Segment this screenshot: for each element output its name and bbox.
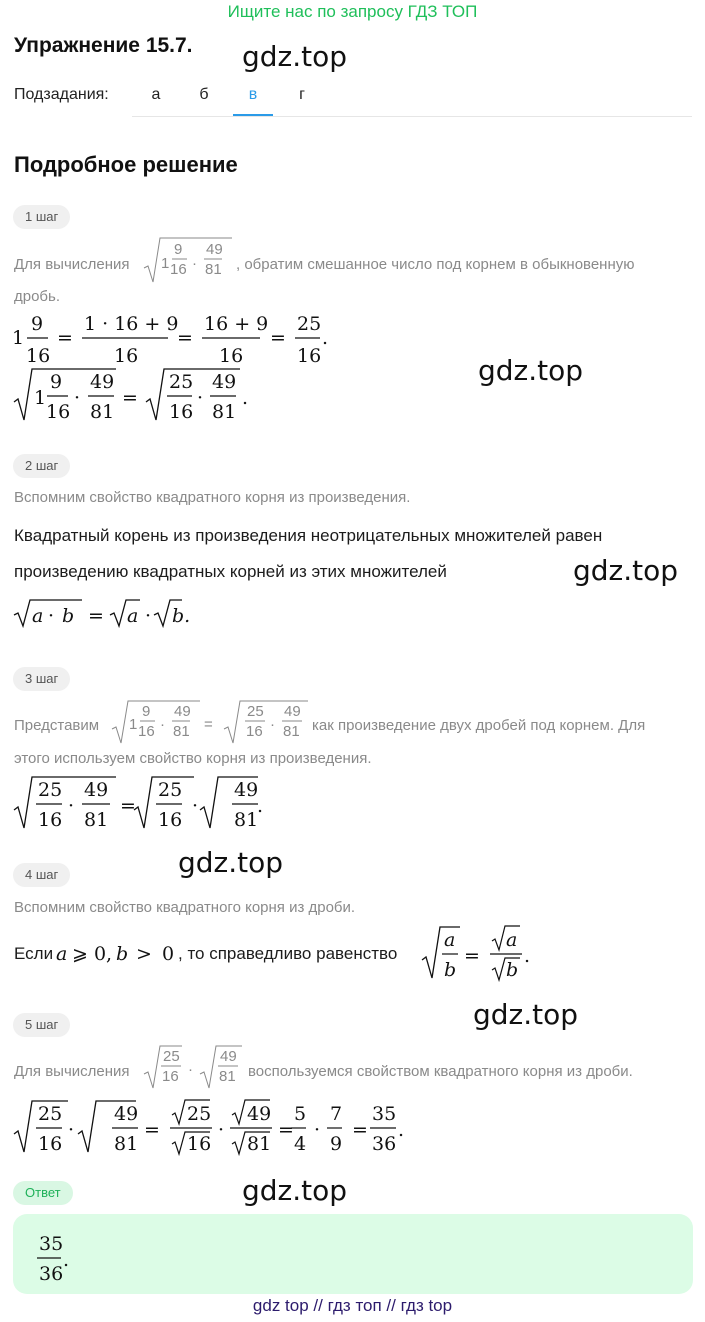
svg-text:.: . [257,795,264,817]
svg-text:=: = [352,1119,368,1141]
step-1-inline-root [142,236,234,286]
svg-text:9: 9 [142,703,151,720]
watermark: gdz.top [573,554,679,587]
svg-text:1: 1 [12,327,25,349]
svg-text:a: a [444,929,456,951]
svg-text:36: 36 [372,1133,397,1155]
svg-text:·: · [270,716,275,733]
svg-text:a: a [506,929,518,951]
svg-text:b: b [62,605,75,627]
answer-label: Ответ [13,1181,73,1205]
step-5-text-after: воспользуемся свойством квадратного корня из дроби. [248,1063,633,1080]
svg-text:=: = [88,605,104,627]
svg-text:=: = [120,795,136,817]
svg-text:81: 81 [283,723,300,740]
svg-text:81: 81 [90,401,115,423]
step-4-label: 4 шаг [13,863,70,887]
answer-box [13,1214,693,1294]
svg-text:·: · [160,716,165,733]
svg-text:>: > [136,943,152,965]
svg-text:1: 1 [34,387,47,409]
svg-text:9: 9 [330,1133,343,1155]
svg-text:81: 81 [205,261,222,278]
svg-text:a: a [127,605,139,627]
svg-text:16: 16 [170,261,187,278]
step-3-label: 3 шаг [13,667,70,691]
watermark: gdz.top [242,1174,348,1207]
step-1-text-line2: дробь. [14,288,61,305]
svg-text:16 + 9: 16 + 9 [204,313,269,335]
svg-text:.: . [242,387,249,409]
svg-text:·: · [48,605,55,627]
svg-text:35: 35 [372,1103,397,1125]
svg-text:b: b [506,959,519,981]
step-5-text: Для вычисления [14,1063,130,1080]
watermark: gdz.top [178,846,284,879]
subtasks-label: Подзадания: [14,86,109,103]
svg-text:49: 49 [84,779,109,801]
step-4-rule-after: , то справедливо равенство [178,944,398,963]
svg-text:81: 81 [114,1133,139,1155]
svg-text:25: 25 [169,371,194,393]
step-4-text: Вспомним свойство квадратного корня из дроби. [14,899,356,916]
svg-text:16: 16 [26,345,51,367]
svg-text:25: 25 [247,703,264,720]
tab-b[interactable]: б [199,86,209,103]
svg-text:0: 0 [162,943,175,965]
svg-text:·: · [197,387,204,409]
svg-text:81: 81 [234,809,259,831]
svg-text:=: = [278,1119,294,1141]
svg-text:1: 1 [129,716,138,733]
step-4-condition [56,940,186,968]
page-title: Упражнение 15.7. [14,34,193,57]
svg-text:49: 49 [174,703,191,720]
svg-text:a: a [56,943,68,965]
svg-text:.: . [524,945,531,967]
svg-text:=: = [122,387,138,409]
watermark: gdz.top [473,998,579,1031]
svg-text:49: 49 [114,1103,139,1125]
step-4-rule-before: Если [14,944,54,963]
step-2-rule-line1: Квадратный корень из произведения неотрицательных множителей равен [14,526,603,545]
top-banner: Ищите нас по запросу ГДЗ ТОП [227,2,478,21]
svg-text:9: 9 [31,313,44,335]
svg-text:.: . [398,1119,405,1141]
svg-text:·: · [192,795,199,817]
svg-text:25: 25 [187,1103,212,1125]
svg-text:·: · [68,1119,75,1141]
step-2-label: 2 шаг [13,454,70,478]
svg-text:=: = [144,1119,160,1141]
svg-text:b: b [116,943,129,965]
step-5-formula [12,1098,412,1158]
svg-text:5: 5 [294,1103,307,1125]
tab-g[interactable]: г [299,86,305,103]
step-5-inline-formula [142,1044,246,1094]
watermark: gdz.top [242,40,348,73]
tab-a[interactable]: а [151,86,161,103]
svg-text:·: · [188,1061,193,1078]
step-1-text-after: , обратим смешанное число под корнем в обыкновенную [236,256,635,273]
svg-text:⩾ 0,: ⩾ 0, [72,943,113,965]
step-3-text: Представим [14,717,100,734]
answer-denominator: 36 [39,1263,64,1285]
svg-text:16: 16 [162,1068,179,1085]
step-1-label: 1 шаг [13,205,70,229]
svg-text:1 · 16 + 9: 1 · 16 + 9 [84,313,179,335]
svg-text:81: 81 [212,401,237,423]
svg-text:16: 16 [114,345,139,367]
svg-text:16: 16 [187,1133,212,1155]
svg-text:16: 16 [297,345,322,367]
svg-text:25: 25 [38,779,63,801]
svg-text:=: = [57,327,73,349]
svg-text:·: · [192,255,197,272]
svg-text:49: 49 [90,371,115,393]
svg-text:·: · [314,1119,321,1141]
step-1-formula-mixed [12,308,342,367]
svg-text:25: 25 [297,313,322,335]
svg-text:25: 25 [158,779,183,801]
svg-text:·: · [218,1119,225,1141]
svg-text:·: · [68,795,75,817]
svg-text:81: 81 [219,1068,236,1085]
svg-text:16: 16 [169,401,194,423]
watermark: gdz.top [478,354,584,387]
answer-fraction [37,1230,87,1290]
svg-text:81: 81 [84,809,109,831]
svg-text:49: 49 [212,371,237,393]
section-title: Подробное решение [14,152,238,177]
footer-links[interactable]: gdz top // гдз топ // гдз top [252,1296,453,1315]
step-2-rule-line2: произведению квадратных корней из этих множителей [14,562,447,581]
svg-text:16: 16 [38,809,63,831]
svg-text:.: . [63,1249,70,1271]
step-4-formula [420,924,530,984]
svg-text:=: = [177,327,193,349]
step-1-formula-root [12,366,252,426]
svg-text:49: 49 [206,241,223,258]
answer-numerator: 35 [39,1233,64,1255]
svg-text:49: 49 [284,703,301,720]
step-3-text-line2: этого используем свойство корня из произведения. [14,750,372,767]
step-1-text: Для вычисления [14,256,130,273]
svg-text:9: 9 [174,241,183,258]
svg-text:25: 25 [163,1048,180,1065]
svg-text:16: 16 [158,809,183,831]
svg-text:7: 7 [330,1103,343,1125]
svg-text:4: 4 [294,1133,307,1155]
svg-text:·: · [145,605,152,627]
tab-v[interactable]: в [233,86,273,116]
svg-text:16: 16 [219,345,244,367]
step-3-text-after: как произведение двух дробей под корнем. Для [312,717,646,734]
svg-text:.: . [322,327,329,349]
svg-text:81: 81 [173,723,190,740]
svg-text:1: 1 [161,255,170,272]
svg-text:25: 25 [38,1103,63,1125]
step-5-label: 5 шаг [13,1013,70,1037]
svg-text:16: 16 [138,723,155,740]
svg-text:=: = [204,716,213,733]
step-2-formula [12,596,191,632]
svg-text:=: = [270,327,286,349]
step-2-text: Вспомним свойство квадратного корня из произведения. [14,489,411,506]
svg-text:·: · [74,387,81,409]
svg-text:49: 49 [247,1103,272,1125]
svg-text:49: 49 [234,779,259,801]
svg-text:b.: b. [172,605,191,627]
svg-text:9: 9 [50,371,63,393]
svg-text:81: 81 [247,1133,272,1155]
svg-text:=: = [464,945,480,967]
subtask-tabs [132,80,692,117]
step-3-formula [12,774,262,834]
svg-text:16: 16 [246,723,263,740]
svg-text:16: 16 [38,1133,63,1155]
svg-text:a: a [32,605,44,627]
svg-text:16: 16 [46,401,71,423]
svg-text:49: 49 [220,1048,237,1065]
svg-text:b: b [444,959,457,981]
